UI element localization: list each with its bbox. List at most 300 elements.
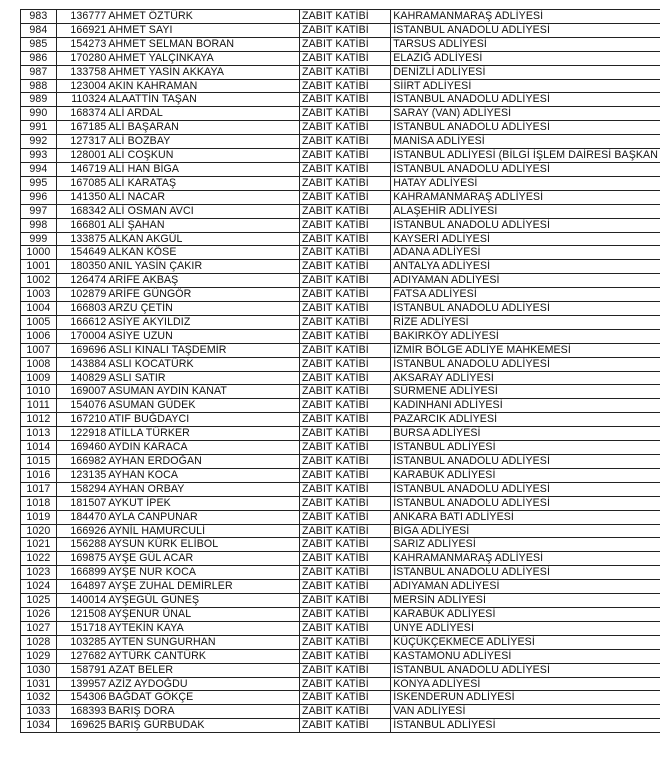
cell-row-number: 992 (21, 135, 57, 149)
cell-row-number: 1016 (21, 468, 57, 482)
cell-registry-id: 166801 (56, 218, 107, 232)
cell-courthouse: TARSUS ADLİYESİ (391, 37, 660, 51)
cell-registry-id: 140014 (56, 594, 107, 608)
cell-row-number: 1003 (21, 288, 57, 302)
table-row (21, 566, 660, 580)
table-row (21, 79, 660, 93)
cell-job-title: ZABIT KATİBİ (300, 329, 391, 343)
cell-courthouse: KÜÇÜKÇEKMECE ADLİYESİ (391, 635, 660, 649)
cell-registry-id: 154273 (56, 37, 107, 51)
cell-row-number: 988 (21, 79, 57, 93)
cell-row-number: 1031 (21, 677, 57, 691)
table-row (21, 10, 660, 24)
cell-job-title: ZABIT KATİBİ (300, 274, 391, 288)
cell-row-number: 997 (21, 204, 57, 218)
table-row (21, 371, 660, 385)
cell-full-name: ALKAN KÖSE (107, 246, 299, 260)
cell-courthouse: HATAY ADLİYESİ (391, 176, 660, 190)
cell-registry-id: 143884 (56, 357, 107, 371)
cell-courthouse: KAHRAMANMARAŞ ADLİYESİ (391, 190, 660, 204)
cell-registry-id: 167085 (56, 176, 107, 190)
table-row (21, 329, 660, 343)
cell-job-title: ZABIT KATİBİ (300, 635, 391, 649)
cell-registry-id: 167210 (56, 413, 107, 427)
cell-registry-id: 168393 (56, 705, 107, 719)
cell-full-name: AYNİL HAMURCULİ (107, 524, 299, 538)
cell-registry-id: 166921 (56, 23, 107, 37)
cell-row-number: 1022 (21, 552, 57, 566)
cell-full-name: AKIN KAHRAMAN (107, 79, 299, 93)
cell-full-name: ARİFE GÜNGÖR (107, 288, 299, 302)
cell-full-name: AYŞE ZUHAL DEMİRLER (107, 580, 299, 594)
table-row (21, 496, 660, 510)
cell-job-title: ZABIT KATİBİ (300, 427, 391, 441)
cell-registry-id: 151718 (56, 621, 107, 635)
cell-row-number: 1033 (21, 705, 57, 719)
cell-full-name: AHMET YALÇINKAYA (107, 51, 299, 65)
cell-row-number: 1028 (21, 635, 57, 649)
cell-registry-id: 156288 (56, 538, 107, 552)
cell-job-title: ZABIT KATİBİ (300, 455, 391, 469)
cell-full-name: AYŞENUR ÜNAL (107, 607, 299, 621)
cell-job-title: ZABIT KATİBİ (300, 218, 391, 232)
table-row (21, 552, 660, 566)
cell-row-number: 1006 (21, 329, 57, 343)
cell-registry-id: 166982 (56, 455, 107, 469)
cell-courthouse: KAHRAMANMARAŞ ADLİYESİ (391, 10, 660, 24)
cell-row-number: 1020 (21, 524, 57, 538)
cell-job-title: ZABIT KATİBİ (300, 246, 391, 260)
cell-full-name: AHMET YASİN AKKAYA (107, 65, 299, 79)
cell-courthouse: AKSARAY ADLİYESİ (391, 371, 660, 385)
table-row (21, 524, 660, 538)
table-row (21, 399, 660, 413)
table-row (21, 121, 660, 135)
cell-full-name: ALİ HAN BİGA (107, 162, 299, 176)
table-row (21, 482, 660, 496)
cell-job-title: ZABIT KATİBİ (300, 677, 391, 691)
cell-courthouse: ELAZIĞ ADLİYESİ (391, 51, 660, 65)
cell-full-name: AYHAN ERDOĞAN (107, 455, 299, 469)
cell-row-number: 1009 (21, 371, 57, 385)
cell-job-title: ZABIT KATİBİ (300, 607, 391, 621)
cell-courthouse: İSTANBUL ANADOLU ADLİYESİ (391, 162, 660, 176)
cell-courthouse: MANİSA ADLİYESİ (391, 135, 660, 149)
table-row (21, 357, 660, 371)
cell-job-title: ZABIT KATİBİ (300, 538, 391, 552)
cell-registry-id: 133875 (56, 232, 107, 246)
cell-courthouse: BAKIRKÖY ADLİYESİ (391, 329, 660, 343)
cell-courthouse: ANKARA BATI ADLİYESİ (391, 510, 660, 524)
cell-registry-id: 110324 (56, 93, 107, 107)
cell-full-name: ASUMAN GÜDEK (107, 399, 299, 413)
table-row (21, 719, 660, 733)
cell-row-number: 1034 (21, 719, 57, 733)
cell-registry-id: 166899 (56, 566, 107, 580)
cell-row-number: 984 (21, 23, 57, 37)
cell-full-name: AYŞEGÜL GÜNEŞ (107, 594, 299, 608)
cell-courthouse: İSTANBUL ADLİYESİ (391, 441, 660, 455)
cell-registry-id: 139957 (56, 677, 107, 691)
cell-registry-id: 127682 (56, 649, 107, 663)
cell-row-number: 1011 (21, 399, 57, 413)
cell-full-name: ALİ COŞKUN (107, 149, 299, 163)
cell-courthouse: DENİZLİ ADLİYESİ (391, 65, 660, 79)
cell-row-number: 1013 (21, 427, 57, 441)
cell-full-name: AYTEKİN KAYA (107, 621, 299, 635)
table-row (21, 427, 660, 441)
cell-full-name: AHMET SAYI (107, 23, 299, 37)
table-row (21, 274, 660, 288)
table-row (21, 218, 660, 232)
cell-courthouse: PAZARCIK ADLİYESİ (391, 413, 660, 427)
table-row (21, 162, 660, 176)
cell-registry-id: 158294 (56, 482, 107, 496)
cell-job-title: ZABIT KATİBİ (300, 649, 391, 663)
cell-courthouse: MERSİN ADLİYESİ (391, 594, 660, 608)
table-row (21, 51, 660, 65)
cell-job-title: ZABIT KATİBİ (300, 204, 391, 218)
cell-registry-id: 126474 (56, 274, 107, 288)
cell-registry-id: 169460 (56, 441, 107, 455)
cell-courthouse: İSTANBUL ANADOLU ADLİYESİ (391, 302, 660, 316)
cell-courthouse: İSTANBUL ANADOLU ADLİYESİ (391, 23, 660, 37)
table-row (21, 413, 660, 427)
cell-full-name: AYTÜRK CANTÜRK (107, 649, 299, 663)
cell-courthouse: ALAŞEHİR ADLİYESİ (391, 204, 660, 218)
table-row (21, 538, 660, 552)
cell-job-title: ZABIT KATİBİ (300, 399, 391, 413)
cell-courthouse: ADIYAMAN ADLİYESİ (391, 580, 660, 594)
cell-row-number: 1014 (21, 441, 57, 455)
table-row (21, 302, 660, 316)
table-row (21, 580, 660, 594)
cell-courthouse: KAHRAMANMARAŞ ADLİYESİ (391, 552, 660, 566)
cell-row-number: 999 (21, 232, 57, 246)
cell-job-title: ZABIT KATİBİ (300, 135, 391, 149)
cell-job-title: ZABIT KATİBİ (300, 149, 391, 163)
cell-full-name: BAĞDAT GÖKÇE (107, 691, 299, 705)
cell-registry-id: 122918 (56, 427, 107, 441)
table-row (21, 607, 660, 621)
cell-registry-id: 169007 (56, 385, 107, 399)
cell-full-name: ANIL YASİN ÇAKIR (107, 260, 299, 274)
cell-job-title: ZABIT KATİBİ (300, 552, 391, 566)
table-row (21, 594, 660, 608)
cell-full-name: AYLA CANPUNAR (107, 510, 299, 524)
cell-registry-id: 136777 (56, 10, 107, 24)
cell-row-number: 1019 (21, 510, 57, 524)
cell-full-name: AYTEN SUNGURHAN (107, 635, 299, 649)
cell-row-number: 1000 (21, 246, 57, 260)
table-row (21, 37, 660, 51)
table-row (21, 621, 660, 635)
cell-courthouse: ADIYAMAN ADLİYESİ (391, 274, 660, 288)
cell-row-number: 987 (21, 65, 57, 79)
cell-courthouse: İSTANBUL ADLİYESİ (391, 719, 660, 733)
cell-full-name: ASUMAN AYDIN KANAT (107, 385, 299, 399)
cell-registry-id: 123004 (56, 79, 107, 93)
cell-full-name: ALİ NACAR (107, 190, 299, 204)
cell-job-title: ZABIT KATİBİ (300, 93, 391, 107)
cell-full-name: ALİ BAŞARAN (107, 121, 299, 135)
table-row (21, 107, 660, 121)
cell-courthouse: İZMİR BÖLGE ADLİYE MAHKEMESİ (391, 343, 660, 357)
cell-registry-id: 170004 (56, 329, 107, 343)
cell-job-title: ZABIT KATİBİ (300, 705, 391, 719)
cell-full-name: ASLI SATIR (107, 371, 299, 385)
table-row (21, 149, 660, 163)
cell-job-title: ZABIT KATİBİ (300, 79, 391, 93)
cell-row-number: 1030 (21, 663, 57, 677)
cell-registry-id: 167185 (56, 121, 107, 135)
table-row (21, 441, 660, 455)
cell-registry-id: 146719 (56, 162, 107, 176)
cell-registry-id: 121508 (56, 607, 107, 621)
cell-courthouse: BURSA ADLİYESİ (391, 427, 660, 441)
cell-full-name: ASLI KOCATÜRK (107, 357, 299, 371)
cell-full-name: AHMET SELMAN BORAN (107, 37, 299, 51)
cell-job-title: ZABIT KATİBİ (300, 315, 391, 329)
cell-job-title: ZABIT KATİBİ (300, 288, 391, 302)
cell-job-title: ZABIT KATİBİ (300, 23, 391, 37)
cell-row-number: 1010 (21, 385, 57, 399)
table-body (21, 10, 660, 733)
cell-job-title: ZABIT KATİBİ (300, 621, 391, 635)
cell-courthouse: KASTAMONU ADLİYESİ (391, 649, 660, 663)
cell-job-title: ZABIT KATİBİ (300, 691, 391, 705)
table-row (21, 705, 660, 719)
cell-job-title: ZABIT KATİBİ (300, 10, 391, 24)
cell-job-title: ZABIT KATİBİ (300, 65, 391, 79)
cell-full-name: AYHAN ORBAY (107, 482, 299, 496)
personnel-table (20, 9, 660, 733)
table-row (21, 288, 660, 302)
table-row (21, 649, 660, 663)
cell-row-number: 1025 (21, 594, 57, 608)
table-row (21, 190, 660, 204)
cell-courthouse: KADINHANI ADLİYESİ (391, 399, 660, 413)
cell-courthouse: İSTANBUL ANADOLU ADLİYESİ (391, 496, 660, 510)
cell-full-name: ALİ ARDAL (107, 107, 299, 121)
cell-job-title: ZABIT KATİBİ (300, 260, 391, 274)
cell-row-number: 1002 (21, 274, 57, 288)
cell-courthouse: İSTANBUL ANADOLU ADLİYESİ (391, 455, 660, 469)
cell-full-name: AYDIN KARACA (107, 441, 299, 455)
table-row (21, 677, 660, 691)
cell-job-title: ZABIT KATİBİ (300, 468, 391, 482)
cell-full-name: ALKAN AKGÜL (107, 232, 299, 246)
cell-courthouse: İSTANBUL ANADOLU ADLİYESİ (391, 121, 660, 135)
table-row (21, 315, 660, 329)
cell-row-number: 998 (21, 218, 57, 232)
cell-job-title: ZABIT KATİBİ (300, 371, 391, 385)
cell-job-title: ZABIT KATİBİ (300, 190, 391, 204)
cell-job-title: ZABIT KATİBİ (300, 441, 391, 455)
table-row (21, 232, 660, 246)
cell-registry-id: 154649 (56, 246, 107, 260)
cell-row-number: 994 (21, 162, 57, 176)
cell-row-number: 1026 (21, 607, 57, 621)
cell-courthouse: ANTALYA ADLİYESİ (391, 260, 660, 274)
cell-courthouse: RİZE ADLİYESİ (391, 315, 660, 329)
cell-job-title: ZABIT KATİBİ (300, 496, 391, 510)
cell-row-number: 985 (21, 37, 57, 51)
cell-full-name: ASLI KINALI TAŞDEMİR (107, 343, 299, 357)
cell-row-number: 1005 (21, 315, 57, 329)
table-row (21, 691, 660, 705)
cell-full-name: AZİZ AYDOĞDU (107, 677, 299, 691)
cell-full-name: ATIF BUĞDAYCI (107, 413, 299, 427)
cell-row-number: 993 (21, 149, 57, 163)
cell-full-name: AHMET ÖZTÜRK (107, 10, 299, 24)
cell-courthouse: VAN ADLİYESİ (391, 705, 660, 719)
cell-registry-id: 180350 (56, 260, 107, 274)
cell-job-title: ZABIT KATİBİ (300, 385, 391, 399)
cell-full-name: BARIŞ GÜRBUDAK (107, 719, 299, 733)
cell-job-title: ZABIT KATİBİ (300, 51, 391, 65)
cell-full-name: AYSUN KÜRK ELİBOL (107, 538, 299, 552)
cell-courthouse: İSTANBUL ANADOLU ADLİYESİ (391, 663, 660, 677)
cell-full-name: ALİ ŞAHAN (107, 218, 299, 232)
cell-registry-id: 184470 (56, 510, 107, 524)
cell-row-number: 1027 (21, 621, 57, 635)
cell-job-title: ZABIT KATİBİ (300, 663, 391, 677)
table-row (21, 135, 660, 149)
cell-courthouse: İSTANBUL ADLİYESİ (BİLGİ İŞLEM DAİRESİ BAŞKAN (391, 149, 660, 163)
cell-registry-id: 133758 (56, 65, 107, 79)
cell-job-title: ZABIT KATİBİ (300, 413, 391, 427)
table-row (21, 204, 660, 218)
cell-registry-id: 123135 (56, 468, 107, 482)
cell-courthouse: SÜRMENE ADLİYESİ (391, 385, 660, 399)
cell-job-title: ZABIT KATİBİ (300, 121, 391, 135)
cell-courthouse: İSTANBUL ANADOLU ADLİYESİ (391, 482, 660, 496)
cell-courthouse: İSTANBUL ANADOLU ADLİYESİ (391, 357, 660, 371)
cell-job-title: ZABIT KATİBİ (300, 510, 391, 524)
cell-registry-id: 158791 (56, 663, 107, 677)
cell-registry-id: 127317 (56, 135, 107, 149)
table-row (21, 246, 660, 260)
cell-job-title: ZABIT KATİBİ (300, 524, 391, 538)
cell-courthouse: ÜNYE ADLİYESİ (391, 621, 660, 635)
cell-registry-id: 168342 (56, 204, 107, 218)
cell-job-title: ZABIT KATİBİ (300, 343, 391, 357)
cell-full-name: ASİYE AKYILDIZ (107, 315, 299, 329)
cell-row-number: 989 (21, 93, 57, 107)
table-row (21, 455, 660, 469)
cell-registry-id: 169625 (56, 719, 107, 733)
table-row (21, 468, 660, 482)
cell-job-title: ZABIT KATİBİ (300, 357, 391, 371)
cell-courthouse: İSTANBUL ANADOLU ADLİYESİ (391, 566, 660, 580)
cell-row-number: 996 (21, 190, 57, 204)
cell-full-name: ARZU ÇETİN (107, 302, 299, 316)
cell-row-number: 986 (21, 51, 57, 65)
cell-registry-id: 128001 (56, 149, 107, 163)
cell-row-number: 995 (21, 176, 57, 190)
cell-courthouse: İSKENDERUN ADLİYESİ (391, 691, 660, 705)
cell-full-name: ALİ BOZBAY (107, 135, 299, 149)
cell-full-name: ATİLLA TÜRKER (107, 427, 299, 441)
cell-full-name: ARİFE AKBAŞ (107, 274, 299, 288)
cell-courthouse: SİİRT ADLİYESİ (391, 79, 660, 93)
table-row (21, 385, 660, 399)
cell-courthouse: İSTANBUL ANADOLU ADLİYESİ (391, 93, 660, 107)
cell-courthouse: ADANA ADLİYESİ (391, 246, 660, 260)
cell-row-number: 1032 (21, 691, 57, 705)
cell-full-name: AZAT BELER (107, 663, 299, 677)
cell-registry-id: 141350 (56, 190, 107, 204)
table-row (21, 23, 660, 37)
cell-courthouse: KAYSERİ ADLİYESİ (391, 232, 660, 246)
cell-registry-id: 169696 (56, 343, 107, 357)
cell-row-number: 1012 (21, 413, 57, 427)
cell-registry-id: 166612 (56, 315, 107, 329)
cell-courthouse: İSTANBUL ANADOLU ADLİYESİ (391, 218, 660, 232)
cell-courthouse: KARABÜK ADLİYESİ (391, 607, 660, 621)
cell-registry-id: 170280 (56, 51, 107, 65)
cell-job-title: ZABIT KATİBİ (300, 107, 391, 121)
table-row (21, 176, 660, 190)
cell-registry-id: 154306 (56, 691, 107, 705)
cell-job-title: ZABIT KATİBİ (300, 566, 391, 580)
cell-row-number: 991 (21, 121, 57, 135)
cell-full-name: BARIŞ DORA (107, 705, 299, 719)
cell-row-number: 1015 (21, 455, 57, 469)
table-row (21, 343, 660, 357)
table-row (21, 260, 660, 274)
cell-registry-id: 169875 (56, 552, 107, 566)
cell-row-number: 1029 (21, 649, 57, 663)
cell-registry-id: 102879 (56, 288, 107, 302)
cell-full-name: AYHAN KOCA (107, 468, 299, 482)
cell-full-name: ASİYE UZUN (107, 329, 299, 343)
cell-registry-id: 168374 (56, 107, 107, 121)
cell-job-title: ZABIT KATİBİ (300, 162, 391, 176)
cell-row-number: 990 (21, 107, 57, 121)
cell-registry-id: 181507 (56, 496, 107, 510)
cell-courthouse: FATSA ADLİYESİ (391, 288, 660, 302)
cell-row-number: 1008 (21, 357, 57, 371)
table-row (21, 93, 660, 107)
cell-row-number: 983 (21, 10, 57, 24)
cell-row-number: 1001 (21, 260, 57, 274)
cell-job-title: ZABIT KATİBİ (300, 232, 391, 246)
cell-job-title: ZABIT KATİBİ (300, 580, 391, 594)
cell-registry-id: 164897 (56, 580, 107, 594)
cell-row-number: 1018 (21, 496, 57, 510)
table-row (21, 635, 660, 649)
cell-row-number: 1017 (21, 482, 57, 496)
table-row (21, 510, 660, 524)
cell-registry-id: 166926 (56, 524, 107, 538)
table-row (21, 663, 660, 677)
cell-full-name: AYŞE GÜL ACAR (107, 552, 299, 566)
cell-courthouse: KARABÜK ADLİYESİ (391, 468, 660, 482)
cell-full-name: ALAATTİN TAŞAN (107, 93, 299, 107)
cell-courthouse: SARIZ ADLİYESİ (391, 538, 660, 552)
cell-full-name: AYKUT İPEK (107, 496, 299, 510)
cell-full-name: ALİ KARATAŞ (107, 176, 299, 190)
cell-job-title: ZABIT KATİBİ (300, 176, 391, 190)
cell-courthouse: BİGA ADLİYESİ (391, 524, 660, 538)
cell-full-name: ALİ OSMAN AVCI (107, 204, 299, 218)
cell-courthouse: SARAY (VAN) ADLİYESİ (391, 107, 660, 121)
cell-job-title: ZABIT KATİBİ (300, 482, 391, 496)
cell-job-title: ZABIT KATİBİ (300, 719, 391, 733)
cell-row-number: 1024 (21, 580, 57, 594)
